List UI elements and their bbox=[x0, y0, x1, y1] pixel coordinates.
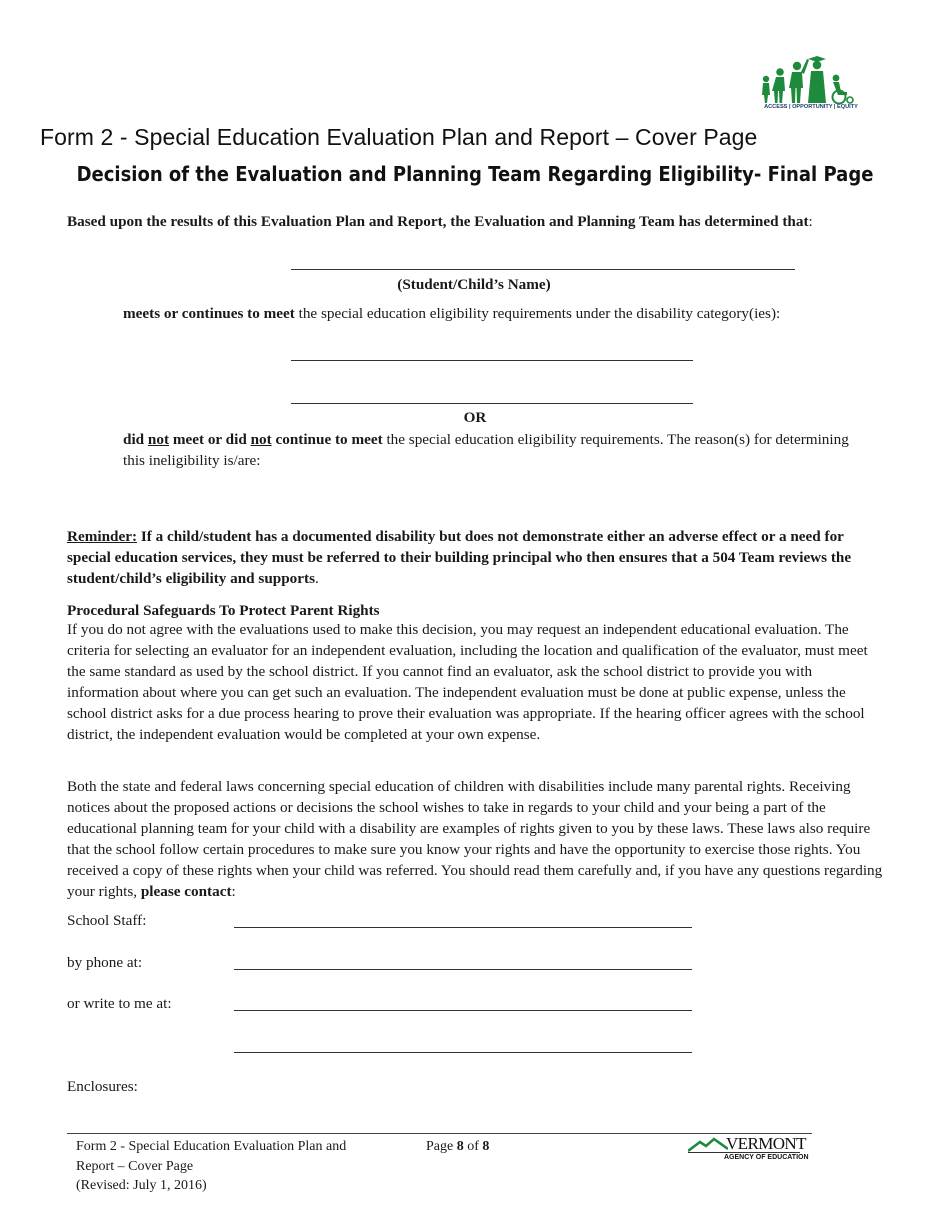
determination-intro bbox=[67, 211, 813, 232]
meets-text: the special education eligibility requirements under the disability category(ies): bbox=[294, 305, 781, 322]
student-name-label: (Student/Child’s Name) bbox=[397, 276, 551, 293]
footer-form-name-1: Form 2 - Special Education Evaluation Plan and bbox=[76, 1139, 347, 1154]
footer-revised: (Revised: July 1, 2016) bbox=[76, 1178, 207, 1193]
safeguards-paragraph-2 bbox=[67, 776, 885, 902]
meets-bold: meets or continues to meet bbox=[123, 305, 295, 322]
enclosures-label: Enclosures: bbox=[67, 1078, 138, 1095]
logo-tagline: ACCESS | OPPORTUNITY | EQUITY bbox=[764, 104, 858, 110]
reminder-label: Reminder: bbox=[67, 528, 138, 545]
student-name-field[interactable] bbox=[291, 269, 795, 270]
page-number bbox=[426, 1137, 489, 1157]
phone-field[interactable] bbox=[234, 969, 692, 970]
not-word-1: not bbox=[147, 431, 170, 448]
form-title: Form 2 - Special Education Evaluation Plan and Report – Cover Page bbox=[40, 124, 758, 150]
determination-intro-colon: : bbox=[808, 213, 813, 230]
footer-form-info bbox=[76, 1137, 396, 1196]
safeguards-paragraph-2-text: Both the state and federal laws concerning special education of children with disabilities include many parental rights. Receiving notices about the proposed actions or decisions the school wishes to take in regards to your child and your being a part of the educational planning team for your child with a disability are examples of rights given to you by these laws. These laws also require that the school follow certain procedures to make sure you know your rights and have the opportunity to exercise those rights. You received a copy of these rights when your child was referred. You should read them carefully and, if you have any questions regarding your rights, bbox=[67, 778, 883, 900]
continue-to-meet: continue to meet bbox=[271, 431, 383, 448]
did-word: did bbox=[123, 431, 148, 448]
page-of: of bbox=[463, 1139, 483, 1154]
reminder-text: If a child/student has a documented disability but does not demonstrate either an adverse effect or a need for special education services, they must be referred to their building principal who then ensures that a 504 Team reviews the student/child’s eligibility and supports bbox=[67, 528, 852, 587]
meet-or-did: meet or did bbox=[169, 431, 251, 448]
safeguards-paragraph-1: If you do not agree with the evaluations used to make this decision, you may request an independent educational evaluation. The criteria for selecting an evaluator for an independent evaluation, including the location and qualification of the evaluator, must meet the same standard as used by the school district. If you cannot find an evaluator, ask the school district to provide you with information about where you can get such an evaluation. The independent evaluation must be done at public expense, unless the school district asks for a due process hearing to prove their evaluation was appropriate. If the hearing officer agrees with the school district, the independent evaluation would be completed at your own expense. bbox=[67, 621, 868, 743]
page-total: 8 bbox=[482, 1139, 490, 1154]
page-subtitle: Decision of the Evaluation and Planning Team Regarding Eligibility- Final Page bbox=[76, 162, 874, 186]
please-contact-colon: : bbox=[231, 883, 236, 900]
please-contact: please contact bbox=[140, 883, 232, 900]
school-staff-label: School Staff: bbox=[67, 912, 147, 929]
disability-category-field-1[interactable] bbox=[291, 360, 693, 361]
not-word-2: not bbox=[250, 431, 272, 448]
mountain-icon bbox=[688, 1137, 728, 1153]
page-current: 8 bbox=[456, 1139, 464, 1154]
did-not-meet-statement bbox=[123, 429, 858, 471]
determination-intro-text: Based upon the results of this Evaluation Plan and Report, the Evaluation and Planning Team has determined that bbox=[67, 213, 809, 230]
page-prefix: Page bbox=[426, 1139, 457, 1154]
write-to-label: or write to me at: bbox=[67, 995, 172, 1012]
did-not-meet-text: the special education eligibility requirements. The reason(s) for determining this ineligibility is/are: bbox=[123, 431, 849, 469]
agency-of-education: AGENCY OF EDUCATION bbox=[724, 1154, 809, 1161]
safeguards-heading: Procedural Safeguards To Protect Parent Rights bbox=[67, 602, 380, 619]
footer-form-name-2: Report – Cover Page bbox=[76, 1158, 194, 1174]
phone-label: by phone at: bbox=[67, 954, 143, 971]
address-field-2[interactable] bbox=[234, 1052, 692, 1053]
vermont-wordmark: VERMONT bbox=[726, 1134, 806, 1153]
vermont-agency-logo bbox=[688, 1134, 809, 1166]
reminder-note bbox=[67, 526, 877, 589]
address-field-1[interactable] bbox=[234, 1010, 692, 1011]
school-staff-field[interactable] bbox=[234, 927, 692, 928]
disability-category-field-2[interactable] bbox=[291, 403, 693, 404]
reminder-end: . bbox=[314, 570, 319, 587]
logo-rule bbox=[688, 1152, 800, 1153]
or-divider: OR bbox=[463, 409, 487, 426]
meets-statement bbox=[123, 303, 873, 324]
